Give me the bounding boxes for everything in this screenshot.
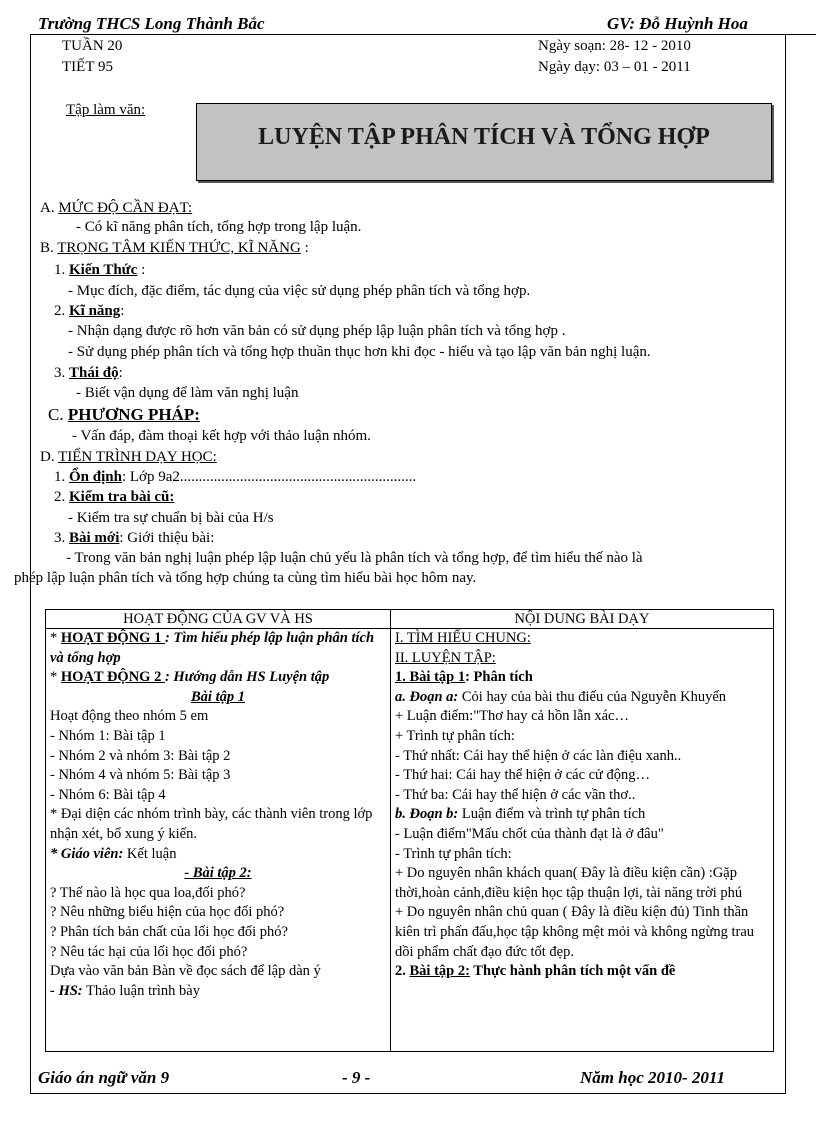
student-discussion: - HS: Thảo luận trình bày — [50, 982, 200, 999]
teacher-conclusion: * Giáo viên: Kết luận — [50, 845, 177, 862]
section-b1-line: - Mục đích, đặc điểm, tác dụng của việc sử dụng phép phân tích và tổng hợp. — [68, 283, 531, 299]
section-d3-heading: 3. Bài mới: Giới thiệu bài: — [54, 530, 215, 546]
content-item: a. Đoạn a: Cỏi hay của bài thu điếu của Nguyễn Khuyến — [395, 688, 727, 705]
exercise-1-title: Bài tập 1 — [191, 688, 245, 705]
teacher-name: GV: Đỗ Huỳnh Hoa — [607, 14, 748, 33]
exercise-2-title: - Bài tập 2: — [184, 865, 252, 882]
content-item: - Thứ ba: Cái hay thể hiện ở các vần thơ.. — [395, 786, 636, 803]
week-label: TUẦN 20 — [62, 38, 123, 54]
content-item: - Thứ nhất: Cái hay thể hiện ở các làn điệu xanh.. — [395, 747, 682, 764]
content-item: + Luận điểm:"Thơ hay cả hồn lẫn xác… — [395, 708, 629, 725]
question-item: ? Thế nào là học qua loa,đối phó? — [50, 884, 246, 901]
content-item: I. TÌM HIỂU CHUNG: — [395, 630, 531, 646]
footer-rule — [30, 1093, 786, 1094]
subject-label: Tập làm văn: — [66, 102, 146, 118]
section-b3-heading: 3. Thái độ: — [54, 365, 123, 381]
school-year: Năm học 2010- 2011 — [580, 1068, 725, 1087]
section-d2-heading: 2. Kiểm tra bài cũ: — [54, 489, 175, 505]
col-activities-header: HOẠT ĐỘNG CỦA GV VÀ HS — [46, 610, 391, 629]
teach-date: Ngày dạy: 03 – 01 - 2011 — [538, 59, 691, 75]
lesson-title: LUYỆN TẬP PHÂN TÍCH VÀ TỔNG HỢP — [258, 124, 710, 150]
content-item: + Do nguyên nhân chủ quan ( Đây là điều kiện đủ) Tinh thần kiên trì phấn đấu,học tập không mệt mỏi và không ngừng trau dồi phẩm chất đạo đức tốt đẹp. — [395, 904, 755, 960]
content-cell — [391, 629, 774, 1052]
section-d1-line: 1. Ổn định: Lớp 9a2............................................................... — [54, 469, 417, 485]
content-item: + Do nguyên nhân khách quan( Đây là điều kiện cần) :Gặp thời,hoàn cảnh,điều kiện học tập thuận lợi, tài năng trời phú — [395, 865, 743, 901]
content-item: 2. Bài tập 2: Thực hành phân tích một vấn đề — [395, 963, 676, 980]
section-d3-para-line1: - Trong văn bản nghị luận phép lập luận chủ yếu là phân tích và tổng hợp, để tìm hiểu thế nào là — [66, 550, 643, 566]
page-number: - 9 - — [342, 1068, 371, 1087]
list-item: * Đại diện các nhóm trình bày, các thành viên trong lớp nhận xét, bổ xung ý kiến. — [50, 806, 373, 842]
question-item: Dựa vào văn bản Bàn về đọc sách để lập dàn ý — [50, 963, 321, 980]
list-item: - Nhóm 4 và nhóm 5: Bài tập 3 — [50, 767, 231, 784]
list-item: Hoạt động theo nhóm 5 em — [50, 708, 209, 725]
section-c-heading: C. PHƯƠNG PHÁP: — [48, 405, 200, 424]
prep-date: Ngày soạn: 28- 12 - 2010 — [538, 38, 691, 54]
table-header-row — [46, 610, 774, 629]
lesson-title-box — [196, 103, 772, 181]
lesson-number: TIẾT 95 — [62, 59, 113, 75]
section-b1-heading: 1. Kiến Thức : — [54, 262, 146, 278]
school-name: Trường THCS Long Thành Bắc — [38, 14, 265, 33]
section-b2-line1: - Nhận dạng được rõ hơn văn bản có sử dụng phép lập luận phân tích và tổng hợp . — [68, 323, 566, 339]
page-border-right — [785, 34, 786, 1094]
question-item: ? Phân tích bản chất của lối học đối phó? — [50, 923, 288, 940]
activities-cell — [46, 629, 391, 1052]
section-a-heading: A. MỨC ĐỘ CẦN ĐẠT: — [40, 200, 193, 216]
question-item: ? Nêu tác hại của lối học đối phó? — [50, 943, 248, 960]
section-c-line: - Vấn đáp, đàm thoại kết hợp với thảo luận nhóm. — [72, 428, 371, 444]
lesson-activity-table — [45, 609, 774, 1052]
section-d2-line: - Kiểm tra sự chuẩn bị bài của H/s — [68, 510, 274, 526]
section-b3-line: - Biết vận dụng để làm văn nghị luận — [76, 385, 299, 401]
activity-2: * HOẠT ĐỘNG 2 : Hướng dẫn HS Luyện tập — [50, 669, 330, 686]
content-item: II. LUYỆN TẬP: — [395, 649, 496, 666]
activity-1: * HOẠT ĐỘNG 1 : Tìm hiểu phép lập luận phân tích và tổng hợp — [50, 630, 375, 666]
section-a-line: - Có kĩ năng phân tích, tổng hợp trong lập luận. — [76, 219, 362, 235]
section-b2-line2: - Sử dụng phép phân tích và tổng hợp thuần thục hơn khi đọc - hiểu và tạo lập văn bản nghị luận. — [68, 344, 651, 360]
footer-title: Giáo án ngữ văn 9 — [38, 1068, 170, 1087]
section-b2-heading: 2. Kĩ năng: — [54, 303, 125, 319]
col-content-header: NỘI DUNG BÀI DẠY — [391, 610, 774, 629]
content-item: 1. Bài tập 1: Phân tích — [395, 669, 533, 686]
header-rule — [30, 34, 816, 35]
content-item: - Luận điểm"Mấu chốt của thành đạt là ở đâu" — [395, 825, 664, 842]
list-item: - Nhóm 6: Bài tập 4 — [50, 786, 166, 803]
content-item: + Trình tự phân tích: — [395, 727, 515, 744]
table-body-row — [46, 629, 774, 1052]
question-item: ? Nêu những biểu hiện của học đối phó? — [50, 904, 285, 921]
list-item: - Nhóm 2 và nhóm 3: Bài tập 2 — [50, 747, 231, 764]
section-b-heading: B. TRỌNG TÂM KIẾN THỨC, KĨ NĂNG : — [40, 240, 309, 256]
section-d3-para-line2: phép lập luận phân tích và tổng hợp chúng ta cùng tìm hiểu bài học hôm nay. — [14, 570, 477, 586]
list-item: - Nhóm 1: Bài tập 1 — [50, 727, 166, 744]
content-item: - Thứ hai: Cái hay thể hiện ở các cử động… — [395, 767, 651, 784]
content-item: b. Đoạn b: Luận điểm và trình tự phân tích — [395, 806, 646, 823]
page-border-left — [30, 34, 31, 1094]
section-d-heading: D. TIẾN TRÌNH DẠY HỌC: — [40, 449, 217, 465]
content-item: - Trình tự phân tích: — [395, 845, 512, 862]
